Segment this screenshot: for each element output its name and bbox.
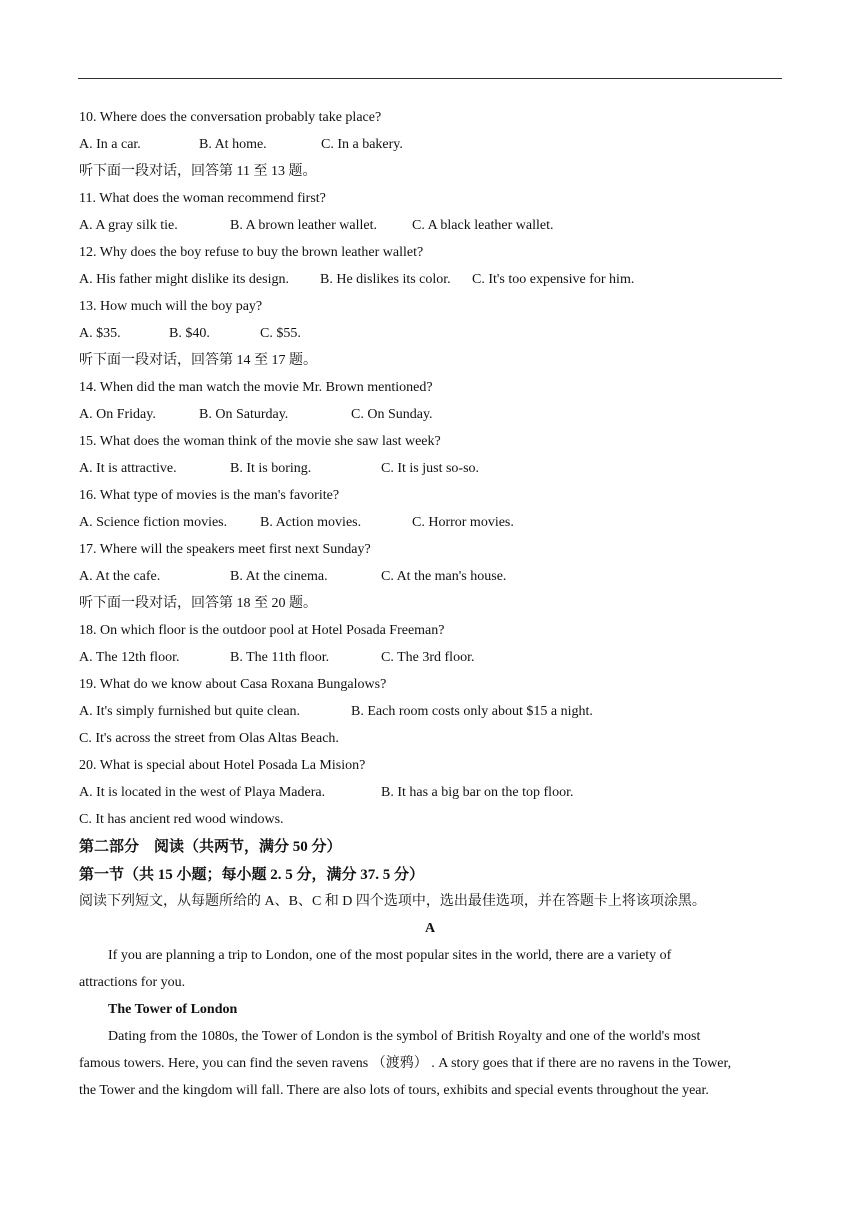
header-rule <box>78 78 782 79</box>
question-18-option-a: A. The 12th floor. <box>79 650 180 665</box>
passage-intro-line-2: attractions for you. <box>79 975 186 990</box>
question-16-option-a: A. Science fiction movies. <box>79 515 228 530</box>
passage-p1-line-2: famous towers. Here, you can find the seven ravens （渡鸦） . A story goes that if there are no ravens in the Tower, <box>79 1056 732 1071</box>
question-11-option-c: C. A black leather wallet. <box>412 218 554 233</box>
question-20-stem: 20. What is special about Hotel Posada La Mision? <box>79 758 366 773</box>
question-13-stem: 13. How much will the boy pay? <box>79 299 263 314</box>
reading-instruction: 阅读下列短文，从每题所给的 A、B、C 和 D 四个选项中，选出最佳选项，并在答题卡上将该项涂黑。 <box>79 894 706 909</box>
question-12-stem: 12. Why does the boy refuse to buy the brown leather wallet? <box>79 245 424 260</box>
question-15-option-a: A. It is attractive. <box>79 461 177 476</box>
instruction-18-20: 听下面一段对话，回答第 18 至 20 题。 <box>79 596 317 611</box>
question-16-stem: 16. What type of movies is the man's favorite? <box>79 488 340 503</box>
question-11-stem: 11. What does the woman recommend first? <box>79 191 326 206</box>
passage-intro-line-1: If you are planning a trip to London, one of the most popular sites in the world, there are a variety of <box>108 948 672 963</box>
question-10-stem: 10. Where does the conversation probably take place? <box>79 110 382 125</box>
question-18-stem: 18. On which floor is the outdoor pool at Hotel Posada Freeman? <box>79 623 445 638</box>
passage-subheading: The Tower of London <box>108 1002 238 1017</box>
section1-heading: 第一节（共 15 小题；每小题 2. 5 分，满分 37. 5 分） <box>79 867 425 883</box>
question-12-option-a: A. His father might dislike its design. <box>79 272 289 287</box>
question-17-option-b: B. At the cinema. <box>230 569 328 584</box>
question-16-option-b: B. Action movies. <box>260 515 362 530</box>
question-11-option-a: A. A gray silk tie. <box>79 218 178 233</box>
question-10-option-c: C. In a bakery. <box>321 137 403 152</box>
question-15-stem: 15. What does the woman think of the movie she saw last week? <box>79 434 441 449</box>
question-19-option-a: A. It's simply furnished but quite clean. <box>79 704 301 719</box>
question-14-option-b: B. On Saturday. <box>199 407 289 422</box>
question-17-option-c: C. At the man's house. <box>381 569 507 584</box>
question-19-stem: 19. What do we know about Casa Roxana Bungalows? <box>79 677 387 692</box>
passage-p1-line-1: Dating from the 1080s, the Tower of London is the symbol of British Royalty and one of the world's most <box>108 1029 701 1044</box>
question-11-option-b: B. A brown leather wallet. <box>230 218 377 233</box>
question-13-option-b: B. $40. <box>169 326 210 341</box>
instruction-11-13: 听下面一段对话，回答第 11 至 13 题。 <box>79 164 317 179</box>
question-14-option-c: C. On Sunday. <box>351 407 433 422</box>
instruction-14-17: 听下面一段对话，回答第 14 至 17 题。 <box>79 353 317 368</box>
part2-heading: 第二部分 阅读（共两节，满分 50 分） <box>79 839 342 855</box>
question-17-option-a: A. At the cafe. <box>79 569 161 584</box>
question-19-option-b: B. Each room costs only about $15 a night. <box>351 704 593 719</box>
question-10-option-a: A. In a car. <box>79 137 141 152</box>
question-15-option-b: B. It is boring. <box>230 461 312 476</box>
passage-label: A <box>424 921 436 936</box>
question-20-option-b: B. It has a big bar on the top floor. <box>381 785 574 800</box>
question-13-option-c: C. $55. <box>260 326 301 341</box>
question-20-option-c: C. It has ancient red wood windows. <box>79 812 284 827</box>
question-18-option-b: B. The 11th floor. <box>230 650 330 665</box>
question-17-stem: 17. Where will the speakers meet first next Sunday? <box>79 542 371 557</box>
passage-p1-line-3: the Tower and the kingdom will fall. There are also lots of tours, exhibits and special events throughout the year. <box>79 1083 709 1098</box>
question-16-option-c: C. Horror movies. <box>412 515 514 530</box>
question-14-stem: 14. When did the man watch the movie Mr. Brown mentioned? <box>79 380 433 395</box>
question-10-option-b: B. At home. <box>199 137 267 152</box>
question-14-option-a: A. On Friday. <box>79 407 156 422</box>
question-12-option-b: B. He dislikes its color. <box>320 272 451 287</box>
question-15-option-c: C. It is just so-so. <box>381 461 480 476</box>
question-20-option-a: A. It is located in the west of Playa Madera. <box>79 785 326 800</box>
question-12-option-c: C. It's too expensive for him. <box>472 272 635 287</box>
question-13-option-a: A. $35. <box>79 326 121 341</box>
question-18-option-c: C. The 3rd floor. <box>381 650 475 665</box>
question-19-option-c: C. It's across the street from Olas Altas Beach. <box>79 731 339 746</box>
